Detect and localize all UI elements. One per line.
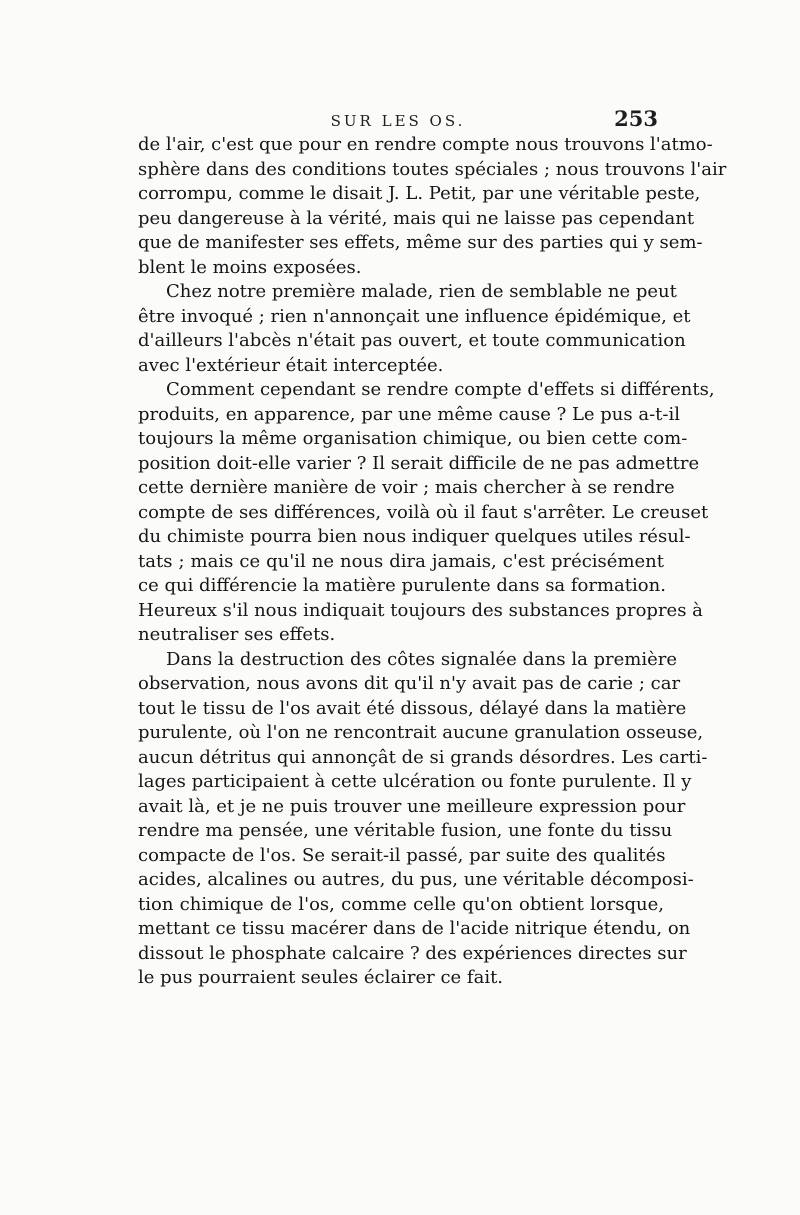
text-line: observation, nous avons dit qu'il n'y avait pas de carie ; car — [138, 673, 681, 694]
text-line: dissout le phosphate calcaire ? des expériences directes sur — [138, 942, 687, 964]
text-line: toujours la même organisation chimique, ou bien cette com- — [138, 428, 688, 449]
text-line: lages participaient à cette ulcération ou fonte purulente. Il y — [138, 771, 692, 792]
text-line: Comment cependant se rendre compte d'effets si différents, — [166, 379, 715, 400]
text-line: cette dernière manière de voir ; mais chercher à se rendre — [138, 477, 675, 498]
text-line: Dans la destruction des côtes signalée dans la première — [166, 648, 678, 670]
text-line: Heureux s'il nous indiquait toujours des substances propres à — [138, 599, 703, 621]
text-line: compacte de l'os. Se serait-il passé, par suite des qualités — [138, 844, 666, 866]
text-line: neutraliser ses effets. — [138, 624, 336, 645]
text-line: blent le moins exposées. — [138, 256, 362, 278]
text-line: d'ailleurs l'abcès n'était pas ouvert, et toute communication — [138, 330, 686, 351]
text-line: peu dangereuse à la vérité, mais qui ne laisse pas cependant — [138, 207, 695, 229]
text-line: compte de ses différences, voilà où il faut s'arrêter. Le creuset — [138, 501, 709, 523]
page-number: 253 — [614, 106, 658, 131]
text-line: de l'air, c'est que pour en rendre compte nous trouvons l'atmo- — [138, 134, 713, 155]
text-line: tats ; mais ce qu'il ne nous dira jamais, c'est précisément — [138, 550, 664, 572]
text-line: aucun détritus qui annonçât de si grands désordres. Les carti- — [138, 746, 708, 768]
text-line: Chez notre première malade, rien de semblable ne peut — [166, 281, 677, 302]
running-head — [138, 104, 658, 134]
running-title: SUR LES OS. — [330, 112, 466, 130]
text-line: mettant ce tissu macérer dans de l'acide nitrique étendu, on — [138, 918, 691, 939]
text-line: corrompu, comme le disait J. L. Petit, par une véritable peste, — [138, 183, 701, 204]
text-line: ce qui différencie la matière purulente dans sa formation. — [138, 575, 666, 596]
text-line: tout le tissu de l'os avait été dissous, délayé dans la matière — [138, 697, 687, 719]
text-line: tion chimique de l'os, comme celle qu'on obtient lorsque, — [138, 893, 664, 915]
text-line: le pus pourraient seules éclairer ce fait. — [138, 967, 504, 988]
text-line: acides, alcalines ou autres, du pus, une véritable décomposi- — [138, 869, 694, 890]
text-line: purulente, où l'on ne rencontrait aucune granulation osseuse, — [138, 722, 704, 743]
body-text — [138, 133, 727, 991]
text-line: avait là, et je ne puis trouver une meilleure expression pour — [138, 795, 686, 817]
text-line: que de manifester ses effets, même sur des parties qui y sem- — [138, 232, 703, 253]
text-line: avec l'extérieur était interceptée. — [138, 354, 444, 376]
text-line: du chimiste pourra bien nous indiquer quelques utiles résul- — [138, 526, 691, 547]
text-line: sphère dans des conditions toutes spéciales ; nous trouvons l'air — [138, 158, 727, 180]
text-line: être invoqué ; rien n'annonçait une influence épidémique, et — [138, 305, 691, 327]
text-line: rendre ma pensée, une véritable fusion, une fonte du tissu — [138, 820, 673, 841]
text-line: position doit-elle varier ? Il serait difficile de ne pas admettre — [138, 452, 700, 474]
text-line: produits, en apparence, par une même cause ? Le pus a-t-il — [138, 403, 680, 425]
